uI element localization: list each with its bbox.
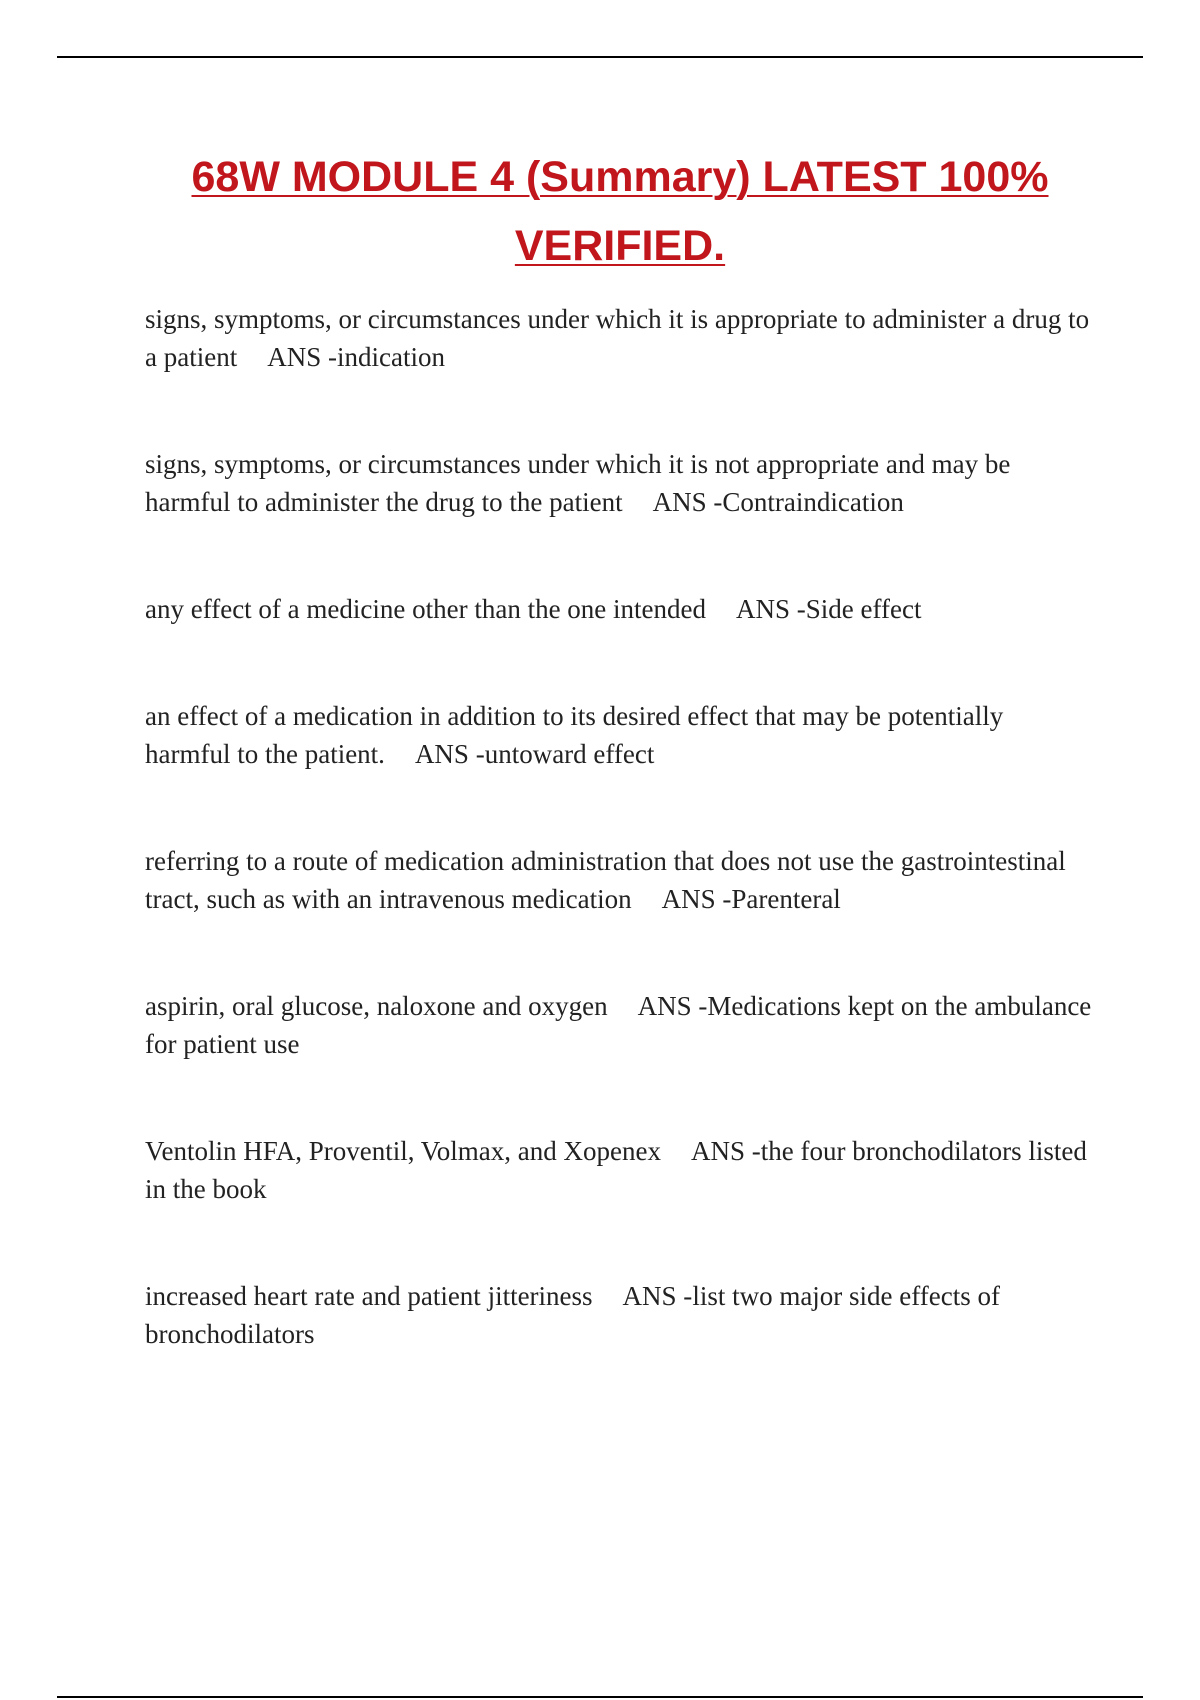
qa-answer: Side effect xyxy=(805,594,922,624)
qa-item xyxy=(145,300,1095,376)
top-rule xyxy=(57,56,1143,58)
qa-answer: list two major side effects of bronchodilators xyxy=(145,1281,1000,1349)
qa-item xyxy=(145,1132,1095,1208)
title-line-1: 68W MODULE 4 (Summary) LATEST 100% xyxy=(191,153,1049,201)
qa-answer-prefix: ANS - xyxy=(637,991,708,1021)
qa-answer-prefix: ANS - xyxy=(652,487,723,517)
qa-answer: indication xyxy=(336,342,445,372)
title-line-2: VERIFIED. xyxy=(514,222,726,270)
qa-question: signs, symptoms, or circumstances under which it is appropriate to administer a drug to a patient xyxy=(145,304,1090,372)
qa-question: an effect of a medication in addition to its desired effect that may be potentially harmful to the patient. xyxy=(145,701,1004,769)
qa-item xyxy=(145,697,1095,773)
qa-answer-prefix: ANS - xyxy=(736,594,806,624)
bottom-rule xyxy=(57,1696,1143,1698)
qa-item xyxy=(145,842,1095,918)
qa-question: aspirin, oral glucose, naloxone and oxygen xyxy=(145,991,608,1021)
qa-answer-prefix: ANS - xyxy=(661,884,732,914)
qa-answer: untoward effect xyxy=(484,739,655,769)
qa-answer: Medications kept on the ambulance for patient use xyxy=(145,991,1092,1059)
qa-item xyxy=(145,987,1095,1063)
qa-answer: Parenteral xyxy=(731,884,841,914)
qa-answer-prefix: ANS - xyxy=(690,1136,761,1166)
qa-answer: the four bronchodilators listed in the book xyxy=(145,1136,1087,1204)
qa-question: signs, symptoms, or circumstances under which it is not appropriate and may be harmful to administer the drug to the patient xyxy=(145,449,1011,517)
qa-answer-prefix: ANS - xyxy=(622,1281,693,1311)
qa-item xyxy=(145,445,1095,521)
qa-question: any effect of a medicine other than the one intended xyxy=(145,594,707,624)
qa-question: referring to a route of medication administration that does not use the gastrointestinal tract, such as with an intravenous medication xyxy=(145,846,1066,914)
qa-list xyxy=(145,300,1095,1353)
qa-answer-prefix: ANS - xyxy=(267,342,337,372)
qa-answer: Contraindication xyxy=(722,487,904,517)
qa-question: Ventolin HFA, Proventil, Volmax, and Xopenex xyxy=(145,1136,661,1166)
document-title xyxy=(120,143,1120,281)
qa-answer-prefix: ANS - xyxy=(414,739,485,769)
qa-question: increased heart rate and patient jitteriness xyxy=(145,1281,593,1311)
qa-item xyxy=(145,1277,1095,1353)
qa-item xyxy=(145,590,1095,628)
